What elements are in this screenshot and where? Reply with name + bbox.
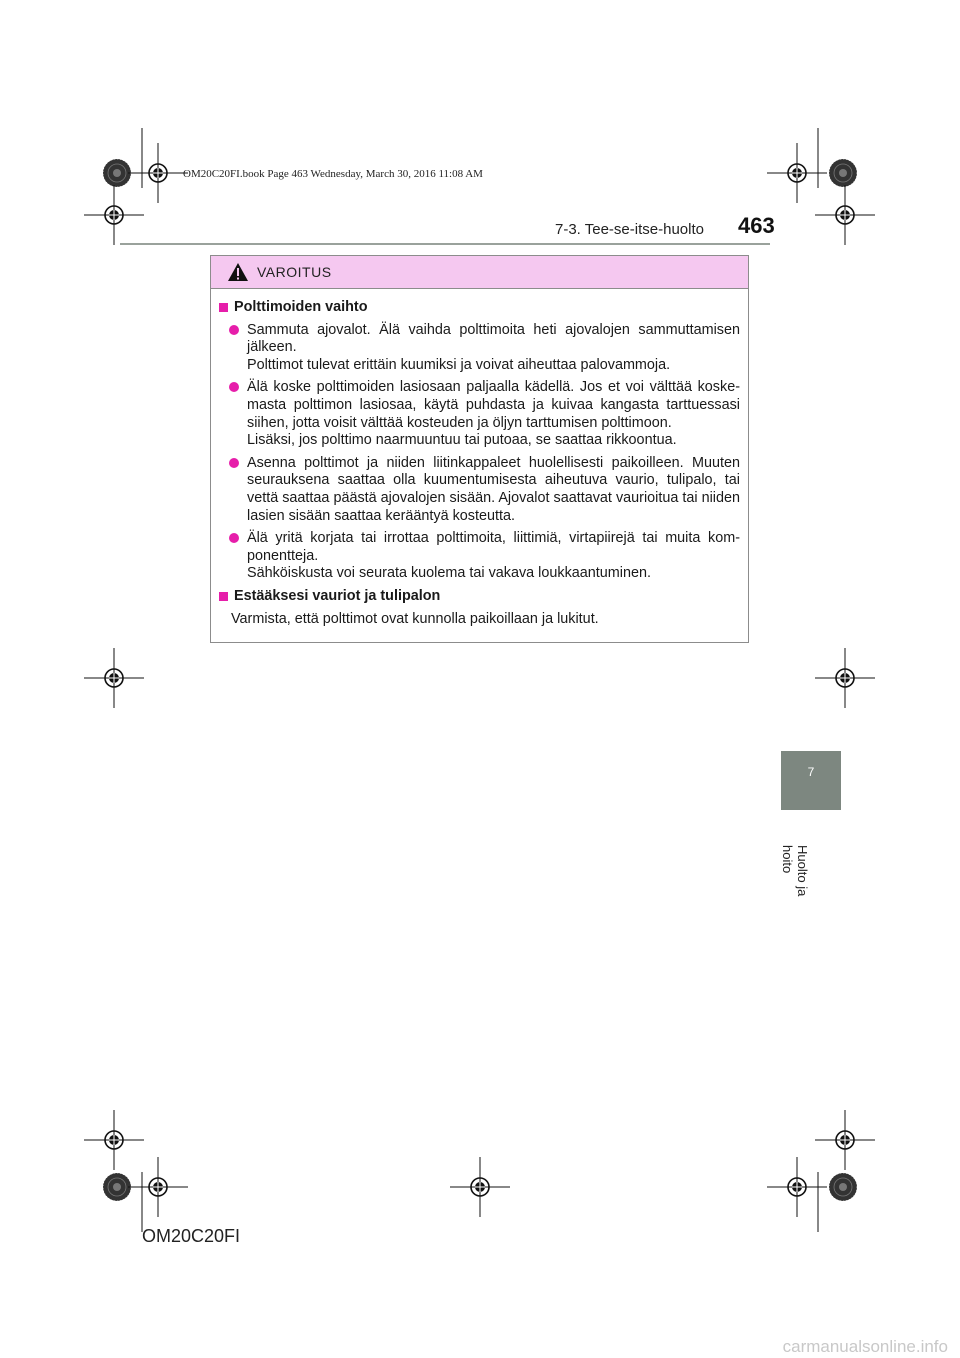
section-title: 7-3. Tee-se-itse-huolto — [555, 221, 704, 238]
bullet-line: Älä koske polttimoiden lasiosaan paljaalla kädellä. Jos et voi välttää koske-masta polttimon lasiosaa, käytä puhdasta ja kuivaa kangasta tarttuessasi siihen, jotta voisit välttää kosteuden ja öljyn tarttumisen polttimoon. — [247, 379, 740, 431]
registration-mark-icon — [815, 1110, 875, 1170]
bullet-item — [229, 455, 740, 525]
circle-bullet-icon — [229, 382, 239, 392]
registration-mark-icon — [84, 1110, 144, 1170]
paragraph-text: Varmista, että polttimot ovat kunnolla paikoillaan ja lukitut. — [231, 610, 599, 627]
bullet-line: Lisäksi, jos polttimo naarmuuntuu tai putoaa, se saattaa rikkoontua. — [247, 432, 677, 449]
warning-heading — [219, 588, 740, 606]
page-number: 463 — [738, 213, 775, 238]
circle-bullet-icon — [229, 325, 239, 335]
footer-code: OM20C20FI — [142, 1226, 241, 1246]
circle-bullet-icon — [229, 458, 239, 468]
heading-text: Polttimoiden vaihto — [234, 299, 368, 315]
bullet-line: Asenna polttimot ja niiden liitinkappaleet huolellisesti paikoilleen. Muuten seurauksena saattaa olla kuumentumisesta aiheutuva vaurio, tulipalo, tai vettä saattaa päästä ajovalojen sisään. Ajovalot saattavat vaurioitua tai niiden lasien sisään saattaa kerääntyä kosteutta. — [247, 454, 740, 524]
bullet-line: Polttimot tulevat erittäin kuumiksi ja voivat aiheuttaa palovammoja. — [247, 356, 671, 373]
registration-mark-icon — [128, 1157, 188, 1217]
warning-header — [211, 256, 748, 289]
chapter-tab: 7 — [781, 751, 841, 810]
starburst-mark-icon — [103, 159, 131, 187]
bullet-line: Älä yritä korjata tai irrottaa polttimoita, liittimiä, virtapiirejä tai muita kom-ponentteja. — [247, 530, 740, 564]
watermark: carmanualsonline.info — [782, 1337, 948, 1356]
bullet-line: Sähköiskusta voi seurata kuolema tai vakava loukkaantuminen. — [247, 565, 651, 582]
starburst-mark-icon — [829, 159, 857, 187]
registration-mark-icon — [84, 648, 144, 708]
chapter-title: Huolto ja hoito — [780, 845, 810, 897]
starburst-mark-icon — [829, 1173, 857, 1201]
registration-mark-icon — [128, 143, 188, 203]
registration-mark-icon — [815, 185, 875, 245]
warning-body — [211, 289, 748, 628]
header-rule — [120, 243, 770, 245]
bullet-item — [229, 322, 740, 375]
warning-title: VAROITUS — [257, 264, 332, 280]
heading-text: Estääksesi vauriot ja tulipalon — [234, 587, 441, 604]
registration-mark-icon — [84, 185, 144, 245]
bullet-item — [229, 530, 740, 583]
book-info: OM20C20FI.book Page 463 Wednesday, March 30, 2016 11:08 AM — [183, 168, 483, 180]
square-bullet-icon — [219, 303, 228, 312]
registration-mark-icon — [450, 1157, 510, 1217]
warning-triangle-icon — [227, 262, 249, 282]
bullet-line: Sammuta ajovalot. Älä vaihda polttimoita heti ajovalojen sammuttamisen jälkeen. — [247, 321, 740, 356]
circle-bullet-icon — [229, 533, 239, 543]
starburst-mark-icon — [103, 1173, 131, 1201]
bullet-item — [229, 379, 740, 449]
square-bullet-icon — [219, 592, 228, 601]
registration-mark-icon — [815, 648, 875, 708]
warning-heading — [219, 299, 740, 317]
warning-box — [210, 255, 749, 643]
